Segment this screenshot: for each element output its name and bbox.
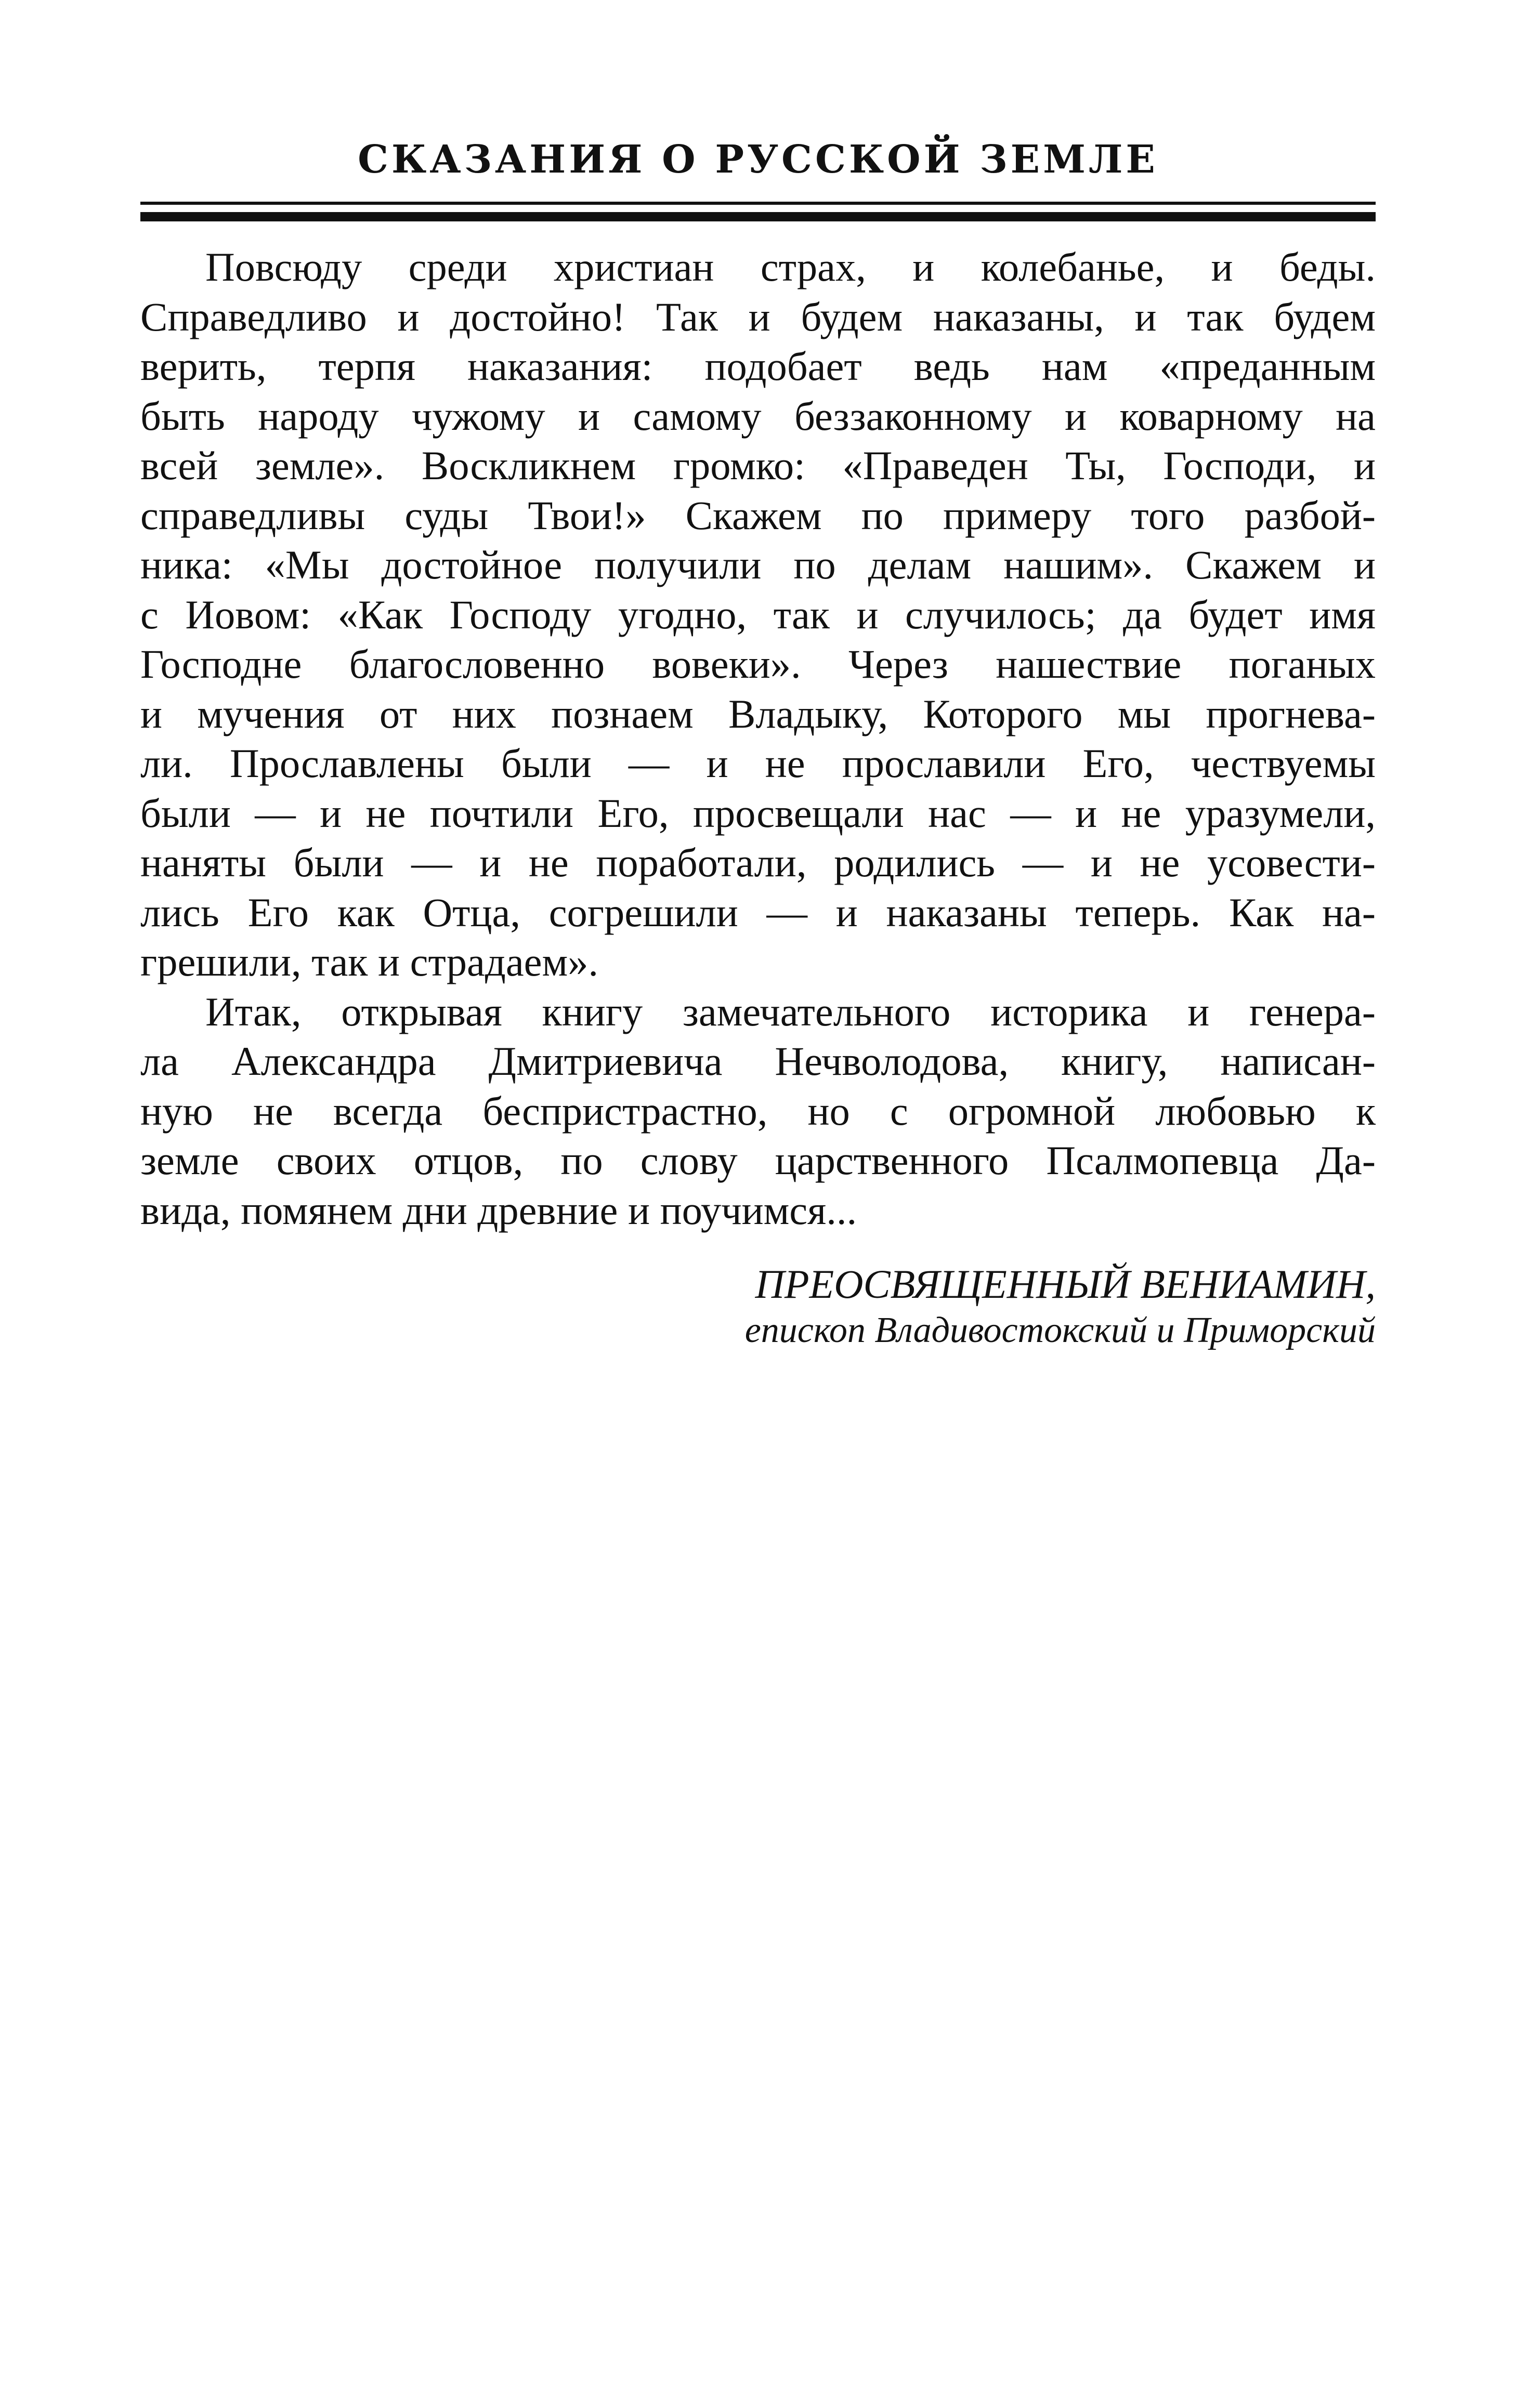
- text-line: и мучения от них познаем Владыку, Которого мы прогнева-: [140, 691, 1376, 736]
- signature-block: [745, 1260, 1376, 1353]
- text-line: ла Александра Дмитриевича Нечволодова, книгу, написан-: [140, 1038, 1376, 1084]
- text-line: всей земле». Воскликнем громко: «Праведен Ты, Господи, и: [140, 443, 1376, 488]
- text-line: быть народу чужому и самому беззаконному и коварному на: [140, 393, 1376, 439]
- header-rule-thick: [140, 212, 1376, 221]
- text-line: земле своих отцов, по слову царственного Псалмопевца Да-: [140, 1138, 1376, 1183]
- text-line: Справедливо и достойно! Так и будем наказаны, и так будем: [140, 294, 1376, 339]
- text-line: Повсюду среди христиан страх, и колебанье, и беды.: [205, 244, 1376, 290]
- paragraph-2: [140, 987, 1376, 1235]
- header-rule-thin: [140, 202, 1376, 205]
- paragraph-1: [140, 242, 1376, 987]
- text-line: с Иовом: «Как Господу угодно, так и случилось; да будет имя: [140, 591, 1376, 637]
- text-line: лись Его как Отца, согрешили — и наказаны теперь. Как на-: [140, 889, 1376, 935]
- text-line: ника: «Мы достойное получили по делам нашим». Скажем и: [140, 542, 1376, 587]
- text-line: Господне благословенно вовеки». Через нашествие поганых: [140, 641, 1376, 687]
- text-line: Итак, открывая книгу замечательного историка и генера-: [205, 989, 1376, 1034]
- text-line: грешили, так и страдаем».: [140, 939, 599, 984]
- signature-title: епископ Владивостокский и Приморский: [744, 1310, 1376, 1350]
- text-line: вида, помянем дни древние и поучимся...: [140, 1187, 857, 1233]
- text-line: ную не всегда беспристрастно, но с огромной любовью к: [140, 1088, 1376, 1134]
- text-line: справедливы суды Твои!» Скажем по примеру того разбой-: [140, 492, 1376, 538]
- text-line: верить, терпя наказания: подобает ведь нам «преданным: [140, 344, 1376, 389]
- body-text: [140, 242, 1376, 1235]
- text-line: ли. Прославлены были — и не прославили Его, чествуемы: [140, 741, 1376, 786]
- signature-name: ПРЕОСВЯЩЕННЫЙ ВЕНИАМИН,: [755, 1261, 1376, 1307]
- text-line: наняты были — и не поработали, родились — и не усовести-: [140, 840, 1376, 885]
- running-title: СКАЗАНИЯ О РУССКОЙ ЗЕМЛЕ: [358, 137, 1158, 182]
- text-line: были — и не почтили Его, просвещали нас — и не уразумели,: [140, 790, 1376, 836]
